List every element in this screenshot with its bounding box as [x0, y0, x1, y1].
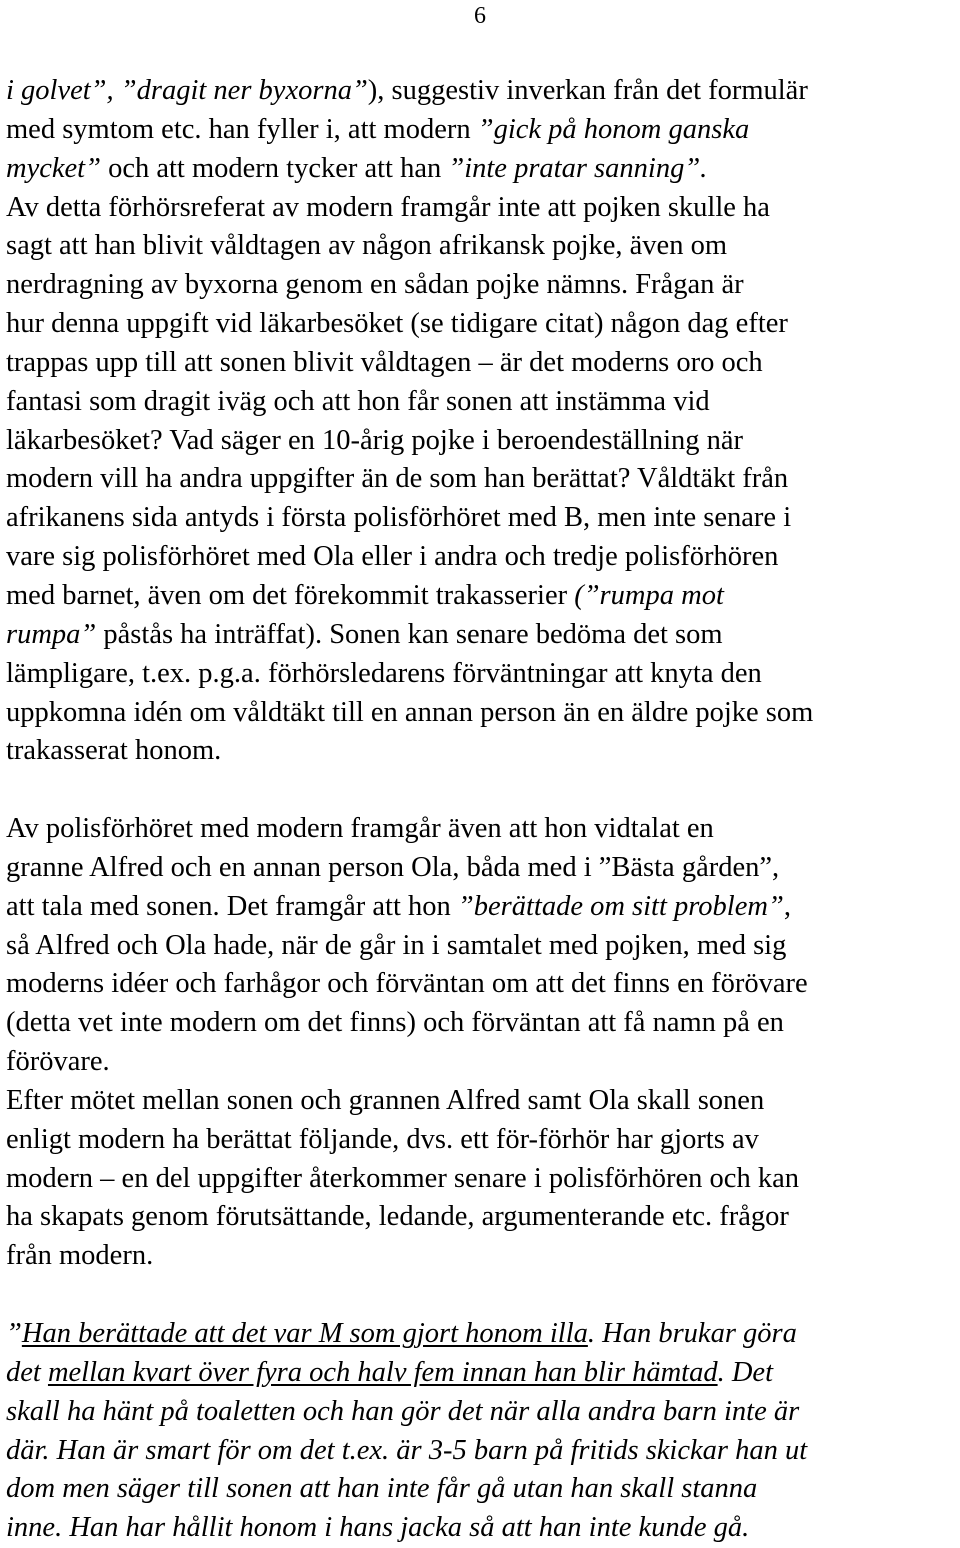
text-segment: så Alfred och Ola hade, när de går in i samtalet med pojken, med sig [6, 929, 787, 961]
text-segment: , [783, 890, 791, 922]
text-line [6, 227, 958, 266]
text-segment: det [6, 1356, 48, 1388]
page-number: 6 [474, 3, 486, 29]
text-segment: förövare. [6, 1046, 110, 1078]
text-line [6, 1237, 958, 1276]
text-segment: mycket” [6, 152, 101, 184]
text-line [6, 1432, 958, 1471]
text-segment: dom men säger till sonen att han inte får gå utan han skall stanna [6, 1473, 758, 1505]
text-line [6, 1082, 958, 1121]
text-line [6, 266, 958, 305]
text-segment: afrikanens sida antyds i första polisförhöret med B, men inte senare i [6, 502, 792, 534]
text-segment: modern – en del uppgifter återkommer senare i polisförhören och kan [6, 1162, 799, 1194]
text-segment: Av polisförhöret med modern framgår även att hon vidtalat en [6, 813, 714, 845]
text-line [6, 422, 958, 461]
text-line [6, 383, 958, 422]
text-line [6, 1354, 958, 1393]
text-line [6, 1509, 958, 1548]
text-segment: ”gick på honom ganska [477, 113, 750, 145]
paragraph [6, 72, 958, 771]
text-segment: ” [6, 1318, 22, 1349]
text-line [6, 538, 958, 577]
text-line [6, 810, 958, 849]
text-segment: där. Han är smart för om det t.ex. är 3-5 barn på fritids skickar han ut [6, 1434, 808, 1466]
text-segment: ”inte pratar sanning”. [448, 152, 708, 184]
document-body [6, 72, 958, 1548]
text-line [6, 577, 958, 616]
text-segment: ”berättade om sitt problem” [457, 890, 784, 922]
text-segment: i golvet”, ”dragit ner byxorna” [6, 75, 368, 106]
text-segment: skall ha hänt på toaletten och han gör det när alla andra barn inte är [6, 1395, 800, 1427]
text-segment: moderns idéer och farhågor och förväntan om att det finns en förövare [6, 968, 808, 1000]
text-line [6, 189, 958, 228]
text-line [6, 694, 958, 733]
text-segment: att tala med sonen. Det framgår att hon [6, 890, 458, 922]
text-segment: ), suggestiv inverkan från det formulär [367, 75, 808, 106]
text-segment: Han berättade att det var M som gjort honom illa [21, 1318, 588, 1349]
text-line [6, 1470, 958, 1509]
text-segment: . Han brukar göra [587, 1318, 797, 1349]
text-segment: Efter mötet mellan sonen och grannen Alfred samt Ola skall sonen [6, 1084, 765, 1116]
text-line [6, 732, 958, 771]
text-line [6, 344, 958, 383]
paragraph [6, 810, 958, 1276]
text-segment: ha skapats genom förutsättande, ledande, argumenterande etc. frågor [6, 1201, 789, 1233]
text-segment: . Det [717, 1356, 773, 1388]
text-line [6, 616, 958, 655]
text-line [6, 305, 958, 344]
text-line [6, 1121, 958, 1160]
text-line [6, 1043, 958, 1082]
text-segment: granne Alfred och en annan person Ola, båda med i ”Bästa gården”, [6, 851, 780, 883]
text-line [6, 655, 958, 694]
text-segment: uppkomna idén om våldtäkt till en annan person än en äldre pojke som [6, 696, 814, 728]
text-segment: trappas upp till att sonen blivit våldtagen – är det moderns oro och [6, 346, 763, 378]
text-line [6, 965, 958, 1004]
text-line [6, 111, 958, 150]
text-segment: från modern. [6, 1240, 154, 1272]
text-line [6, 72, 958, 111]
text-segment: (”rumpa mot [574, 579, 724, 611]
paragraph-gap [6, 771, 958, 810]
text-segment: påstås ha inträffat). Sonen kan senare bedöma det som [96, 618, 723, 650]
text-line [6, 888, 958, 927]
text-line [6, 1160, 958, 1199]
text-line [6, 150, 958, 189]
text-segment: hur denna uppgift vid läkarbesöket (se tidigare citat) någon dag efter [6, 308, 788, 340]
text-line [6, 849, 958, 888]
text-segment: fantasi som dragit iväg och att hon får sonen att instämma vid [6, 385, 710, 417]
paragraph-gap [6, 1276, 958, 1315]
text-segment: enligt modern ha berättat följande, dvs. ett för-förhör har gjorts av [6, 1123, 759, 1155]
text-segment: och att modern tycker att han [100, 152, 449, 184]
text-segment: mellan kvart över fyra och halv fem innan han blir hämtad [47, 1356, 718, 1388]
text-segment: lämpligare, t.ex. p.g.a. förhörsledarens förväntningar att knyta den [6, 657, 762, 689]
text-segment: trakasserat honom. [6, 735, 222, 767]
text-segment: vare sig polisförhöret med Ola eller i andra och tredje polisförhören [6, 541, 779, 573]
text-line [6, 1315, 958, 1354]
text-segment: sagt att han blivit våldtagen av någon afrikansk pojke, även om [6, 230, 728, 262]
paragraph [6, 1315, 958, 1548]
text-segment: Av detta förhörsreferat av modern framgår inte att pojken skulle ha [6, 191, 770, 223]
text-segment: nerdragning av byxorna genom en sådan pojke nämns. Frågan är [6, 269, 744, 301]
text-segment: läkarbesöket? Vad säger en 10-årig pojke i beroendeställning när [6, 424, 744, 456]
text-line [6, 499, 958, 538]
text-segment: (detta vet inte modern om det finns) och förväntan att få namn på en [6, 1007, 784, 1039]
text-segment: med barnet, även om det förekommit trakasserier [6, 579, 575, 611]
text-segment: inne. Han har hållit honom i hans jacka så att han inte kunde gå. [6, 1512, 750, 1544]
text-line [6, 1393, 958, 1432]
text-line [6, 1198, 958, 1237]
text-segment: modern vill ha andra uppgifter än de som han berättat? Våldtäkt från [6, 463, 789, 495]
text-segment: med symtom etc. han fyller i, att modern [6, 113, 478, 145]
text-line [6, 1004, 958, 1043]
text-line [6, 460, 958, 499]
text-segment: rumpa” [6, 618, 97, 650]
text-line [6, 927, 958, 966]
